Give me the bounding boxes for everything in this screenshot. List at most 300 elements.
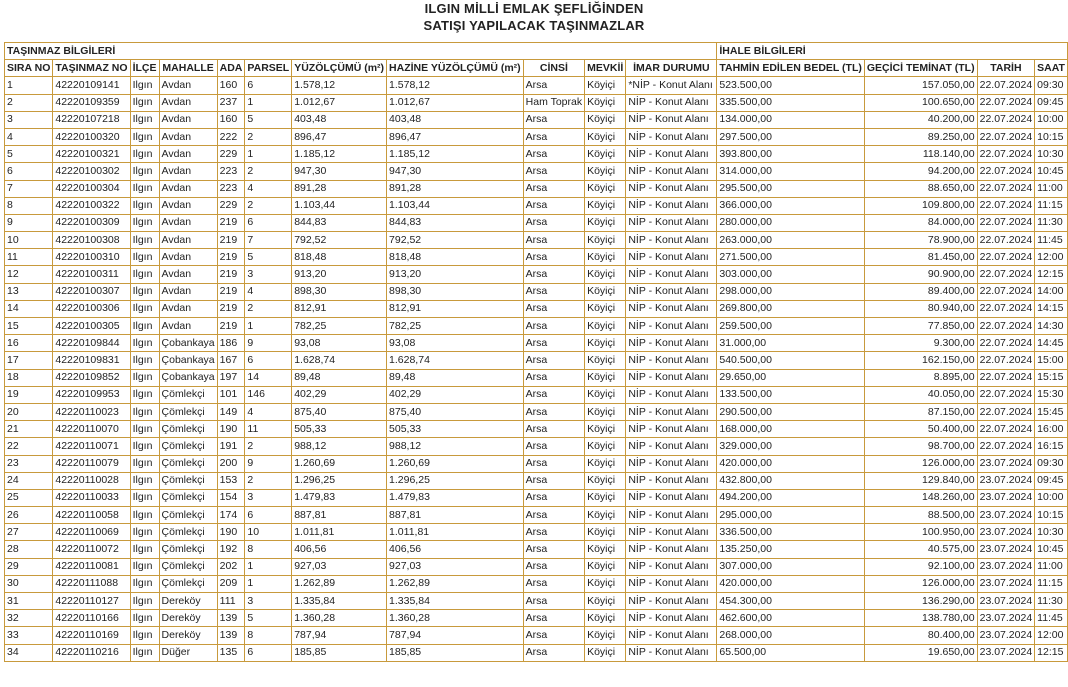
table-cell: 42220100308 [53, 232, 130, 249]
table-cell: 406,56 [292, 541, 387, 558]
column-header: TAHMİN EDİLEN BEDEL (TL) [717, 60, 865, 77]
table-cell: 89.400,00 [864, 283, 977, 300]
table-cell: 42220110028 [53, 472, 130, 489]
table-cell: 222 [217, 128, 245, 145]
table-row [5, 146, 1068, 163]
table-cell: Köyiçi [585, 421, 626, 438]
group-header-row [5, 43, 1068, 60]
table-cell: 11:45 [1035, 232, 1068, 249]
table-cell: 11:00 [1035, 558, 1068, 575]
table-cell: 22.07.2024 [977, 232, 1035, 249]
table-cell: 185,85 [387, 644, 524, 661]
table-cell: 192 [217, 541, 245, 558]
table-cell: 1.296,25 [292, 472, 387, 489]
table-cell: 295.500,00 [717, 180, 865, 197]
table-row [5, 524, 1068, 541]
table-cell: NİP - Konut Alanı [626, 472, 717, 489]
column-header: ADA [217, 60, 245, 77]
table-cell: 22.07.2024 [977, 146, 1035, 163]
table-cell: 269.800,00 [717, 300, 865, 317]
table-cell: 4 [5, 128, 53, 145]
table-cell: 23.07.2024 [977, 627, 1035, 644]
table-row [5, 300, 1068, 317]
table-cell: 30 [5, 575, 53, 592]
table-cell: Köyiçi [585, 524, 626, 541]
table-cell: 1.011,81 [387, 524, 524, 541]
table-cell: 11 [5, 249, 53, 266]
table-cell: 42220100321 [53, 146, 130, 163]
table-cell: 14:45 [1035, 335, 1068, 352]
table-cell: 219 [217, 266, 245, 283]
table-cell: 402,29 [387, 386, 524, 403]
table-cell: 403,48 [387, 111, 524, 128]
group-header-auction: İHALE BİLGİLERİ [717, 43, 1068, 60]
table-cell: Arsa [523, 610, 584, 627]
table-cell: 8 [5, 197, 53, 214]
table-cell: 927,03 [387, 558, 524, 575]
table-cell: 89,48 [387, 369, 524, 386]
table-cell: Arsa [523, 541, 584, 558]
table-cell: NİP - Konut Alanı [626, 489, 717, 506]
table-cell: 3 [5, 111, 53, 128]
table-cell: 8 [245, 627, 292, 644]
document-title [0, 0, 1068, 34]
table-cell: 129.840,00 [864, 472, 977, 489]
table-cell: 87.150,00 [864, 403, 977, 420]
table-cell: NİP - Konut Alanı [626, 249, 717, 266]
table-cell: 80.400,00 [864, 627, 977, 644]
table-row [5, 214, 1068, 231]
table-cell: 42220109141 [53, 77, 130, 94]
table-cell: NİP - Konut Alanı [626, 197, 717, 214]
column-header: TAŞINMAZ NO [53, 60, 130, 77]
table-cell: Köyiçi [585, 180, 626, 197]
table-cell: 891,28 [387, 180, 524, 197]
table-cell: Arsa [523, 232, 584, 249]
table-cell: 139 [217, 610, 245, 627]
table-cell: 237 [217, 94, 245, 111]
table-cell: Arsa [523, 524, 584, 541]
table-cell: Köyiçi [585, 472, 626, 489]
table-cell: 12:00 [1035, 249, 1068, 266]
table-cell: 80.940,00 [864, 300, 977, 317]
table-cell: 22.07.2024 [977, 386, 1035, 403]
table-cell: Çömlekçi [159, 524, 217, 541]
column-header: İLÇE [130, 60, 159, 77]
table-cell: 2 [245, 300, 292, 317]
table-cell: 1.012,67 [292, 94, 387, 111]
table-cell: Köyiçi [585, 352, 626, 369]
table-cell: Ilgın [130, 128, 159, 145]
table-cell: 898,30 [387, 283, 524, 300]
table-cell: 42220109359 [53, 94, 130, 111]
table-cell: 9.300,00 [864, 335, 977, 352]
table-cell: 16 [5, 335, 53, 352]
table-cell: 927,03 [292, 558, 387, 575]
table-cell: 42220110058 [53, 507, 130, 524]
table-cell: Dereköy [159, 627, 217, 644]
table-cell: Ilgın [130, 94, 159, 111]
table-cell: 792,52 [387, 232, 524, 249]
table-cell: 21 [5, 421, 53, 438]
table-cell: Ham Toprak [523, 94, 584, 111]
table-cell: 138.780,00 [864, 610, 977, 627]
table-cell: Çömlekçi [159, 386, 217, 403]
table-cell: 494.200,00 [717, 489, 865, 506]
table-cell: 14:15 [1035, 300, 1068, 317]
table-cell: NİP - Konut Alanı [626, 575, 717, 592]
table-cell: 42220100310 [53, 249, 130, 266]
table-row [5, 627, 1068, 644]
table-cell: 65.500,00 [717, 644, 865, 661]
table-cell: 15:15 [1035, 369, 1068, 386]
table-row [5, 163, 1068, 180]
table-cell: 167 [217, 352, 245, 369]
table-row [5, 593, 1068, 610]
table-cell: 818,48 [292, 249, 387, 266]
table-cell: 1 [245, 146, 292, 163]
table-cell: 29.650,00 [717, 369, 865, 386]
table-cell: 23.07.2024 [977, 507, 1035, 524]
table-cell: NİP - Konut Alanı [626, 507, 717, 524]
table-cell: Köyiçi [585, 163, 626, 180]
table-cell: 1 [245, 318, 292, 335]
table-cell: Köyiçi [585, 266, 626, 283]
table-cell: 268.000,00 [717, 627, 865, 644]
table-cell: 22.07.2024 [977, 163, 1035, 180]
table-cell: Köyiçi [585, 335, 626, 352]
column-header: PARSEL [245, 60, 292, 77]
table-row [5, 283, 1068, 300]
table-cell: 3 [245, 489, 292, 506]
table-cell: Köyiçi [585, 94, 626, 111]
table-cell: 1.260,69 [292, 455, 387, 472]
table-cell: Arsa [523, 335, 584, 352]
table-body [5, 77, 1068, 661]
table-cell: 42220110033 [53, 489, 130, 506]
table-cell: Arsa [523, 214, 584, 231]
table-cell: 136.290,00 [864, 593, 977, 610]
table-cell: Ilgın [130, 627, 159, 644]
table-cell: Köyiçi [585, 455, 626, 472]
table-cell: 42220100322 [53, 197, 130, 214]
table-row [5, 489, 1068, 506]
table-cell: Avdan [159, 163, 217, 180]
table-cell: 307.000,00 [717, 558, 865, 575]
table-cell: 12:15 [1035, 266, 1068, 283]
table-cell: 11:15 [1035, 575, 1068, 592]
table-cell: 947,30 [292, 163, 387, 180]
table-cell: NİP - Konut Alanı [626, 369, 717, 386]
table-cell: 22.07.2024 [977, 369, 1035, 386]
table-cell: NİP - Konut Alanı [626, 558, 717, 575]
table-row [5, 541, 1068, 558]
table-cell: 23.07.2024 [977, 541, 1035, 558]
table-cell: 1.335,84 [387, 593, 524, 610]
table-cell: 42220100307 [53, 283, 130, 300]
table-cell: Köyiçi [585, 283, 626, 300]
title-line-1: ILGIN MİLLİ EMLAK ŞEFLİĞİNDEN [424, 1, 644, 16]
table-cell: Ilgın [130, 455, 159, 472]
table-cell: Dereköy [159, 610, 217, 627]
table-cell: 844,83 [387, 214, 524, 231]
table-cell: Çobankaya [159, 352, 217, 369]
table-cell: 782,25 [292, 318, 387, 335]
table-cell: 297.500,00 [717, 128, 865, 145]
table-cell: Köyiçi [585, 403, 626, 420]
table-cell: 32 [5, 610, 53, 627]
column-header: TARİH [977, 60, 1035, 77]
table-cell: 11:15 [1035, 197, 1068, 214]
table-cell: Ilgın [130, 610, 159, 627]
table-cell: Arsa [523, 146, 584, 163]
table-cell: 209 [217, 575, 245, 592]
table-cell: 10:45 [1035, 163, 1068, 180]
table-cell: 366.000,00 [717, 197, 865, 214]
column-header: SIRA NO [5, 60, 53, 77]
table-cell: 11:00 [1035, 180, 1068, 197]
table-cell: 1.185,12 [387, 146, 524, 163]
table-cell: Ilgın [130, 644, 159, 661]
column-header: GEÇİCİ TEMİNAT (TL) [864, 60, 977, 77]
table-cell: NİP - Konut Alanı [626, 266, 717, 283]
table-cell: 160 [217, 111, 245, 128]
table-cell: 31 [5, 593, 53, 610]
table-cell: 42220109852 [53, 369, 130, 386]
table-cell: 402,29 [292, 386, 387, 403]
table-cell: Arsa [523, 507, 584, 524]
table-cell: 126.000,00 [864, 455, 977, 472]
table-row [5, 438, 1068, 455]
table-cell: Ilgın [130, 146, 159, 163]
table-cell: NİP - Konut Alanı [626, 352, 717, 369]
table-cell: Çömlekçi [159, 403, 217, 420]
table-cell: Arsa [523, 593, 584, 610]
table-cell: 15:45 [1035, 403, 1068, 420]
table-cell: 219 [217, 318, 245, 335]
table-cell: 1.262,89 [387, 575, 524, 592]
table-cell: 185,85 [292, 644, 387, 661]
table-row [5, 575, 1068, 592]
table-cell: NİP - Konut Alanı [626, 644, 717, 661]
table-row [5, 352, 1068, 369]
table-cell: 1 [245, 575, 292, 592]
table-cell: Köyiçi [585, 369, 626, 386]
table-cell: Köyiçi [585, 489, 626, 506]
table-cell: 5 [245, 111, 292, 128]
table-cell: 1.578,12 [387, 77, 524, 94]
table-cell: 13 [5, 283, 53, 300]
table-cell: Köyiçi [585, 128, 626, 145]
table-cell: Köyiçi [585, 214, 626, 231]
table-cell: 42220110072 [53, 541, 130, 558]
table-cell: 219 [217, 214, 245, 231]
table-cell: Ilgın [130, 386, 159, 403]
table-cell: 12:00 [1035, 627, 1068, 644]
table-cell: NİP - Konut Alanı [626, 627, 717, 644]
table-cell: 22.07.2024 [977, 421, 1035, 438]
table-cell: 23.07.2024 [977, 558, 1035, 575]
table-cell: 23.07.2024 [977, 593, 1035, 610]
table-cell: Arsa [523, 455, 584, 472]
table-cell: 22.07.2024 [977, 197, 1035, 214]
table-cell: 7 [5, 180, 53, 197]
table-cell: 17 [5, 352, 53, 369]
table-cell: Çobankaya [159, 369, 217, 386]
table-cell: 94.200,00 [864, 163, 977, 180]
table-cell: Ilgın [130, 300, 159, 317]
column-header: İMAR DURUMU [626, 60, 717, 77]
table-cell: Ilgın [130, 335, 159, 352]
table-cell: 11:30 [1035, 593, 1068, 610]
table-cell: 219 [217, 249, 245, 266]
table-cell: NİP - Konut Alanı [626, 455, 717, 472]
table-cell: Ilgın [130, 352, 159, 369]
table-cell: 290.500,00 [717, 403, 865, 420]
table-cell: 89,48 [292, 369, 387, 386]
table-cell: 787,94 [292, 627, 387, 644]
table-row [5, 266, 1068, 283]
table-cell: 10:00 [1035, 111, 1068, 128]
table-cell: 42220100305 [53, 318, 130, 335]
table-cell: Çömlekçi [159, 489, 217, 506]
table-cell: 1.479,83 [387, 489, 524, 506]
table-cell: 133.500,00 [717, 386, 865, 403]
table-cell: 42220110069 [53, 524, 130, 541]
table-cell: Köyiçi [585, 438, 626, 455]
table-cell: Köyiçi [585, 541, 626, 558]
table-cell: 10:30 [1035, 524, 1068, 541]
table-cell: 89.250,00 [864, 128, 977, 145]
table-cell: Köyiçi [585, 111, 626, 128]
table-cell: 18 [5, 369, 53, 386]
table-cell: 15:30 [1035, 386, 1068, 403]
table-cell: 22.07.2024 [977, 94, 1035, 111]
table-cell: Avdan [159, 146, 217, 163]
table-cell: 223 [217, 163, 245, 180]
table-cell: 263.000,00 [717, 232, 865, 249]
table-cell: 1.011,81 [292, 524, 387, 541]
table-cell: 50.400,00 [864, 421, 977, 438]
table-cell: 90.900,00 [864, 266, 977, 283]
table-cell: Çömlekçi [159, 507, 217, 524]
table-cell: 100.650,00 [864, 94, 977, 111]
table-cell: 1.012,67 [387, 94, 524, 111]
table-row [5, 421, 1068, 438]
table-cell: 15:00 [1035, 352, 1068, 369]
table-cell: Ilgın [130, 593, 159, 610]
table-cell: 29 [5, 558, 53, 575]
table-cell: 149 [217, 403, 245, 420]
table-cell: NİP - Konut Alanı [626, 111, 717, 128]
table-row [5, 558, 1068, 575]
table-cell: 84.000,00 [864, 214, 977, 231]
table-cell: 174 [217, 507, 245, 524]
table-cell: Avdan [159, 232, 217, 249]
table-cell: 1.479,83 [292, 489, 387, 506]
table-cell: 280.000,00 [717, 214, 865, 231]
table-cell: Köyiçi [585, 249, 626, 266]
table-cell: Ilgın [130, 163, 159, 180]
table-cell: 200 [217, 455, 245, 472]
table-cell: 1.103,44 [387, 197, 524, 214]
table-cell: 540.500,00 [717, 352, 865, 369]
table-cell: 6 [245, 77, 292, 94]
table-cell: Arsa [523, 472, 584, 489]
table-cell: 875,40 [387, 403, 524, 420]
table-cell: Avdan [159, 249, 217, 266]
table-cell: 168.000,00 [717, 421, 865, 438]
table-cell: Çömlekçi [159, 558, 217, 575]
table-cell: NİP - Konut Alanı [626, 610, 717, 627]
table-cell: Çömlekçi [159, 472, 217, 489]
table-cell: 146 [245, 386, 292, 403]
table-cell: Köyiçi [585, 558, 626, 575]
table-cell: Arsa [523, 249, 584, 266]
table-cell: 6 [245, 214, 292, 231]
table-cell: 42220100320 [53, 128, 130, 145]
column-header: MAHALLE [159, 60, 217, 77]
table-cell: 875,40 [292, 403, 387, 420]
table-cell: Ilgın [130, 472, 159, 489]
table-cell: Arsa [523, 128, 584, 145]
table-cell: 42220100309 [53, 214, 130, 231]
table-cell: 42220100302 [53, 163, 130, 180]
table-cell: 988,12 [387, 438, 524, 455]
column-header: MEVKİİ [585, 60, 626, 77]
column-header-row [5, 60, 1068, 77]
table-cell: 420.000,00 [717, 575, 865, 592]
table-cell: 9 [5, 214, 53, 231]
table-cell: Köyiçi [585, 627, 626, 644]
table-cell: Ilgın [130, 249, 159, 266]
table-cell: 160 [217, 77, 245, 94]
table-row [5, 77, 1068, 94]
table-cell: Çömlekçi [159, 438, 217, 455]
table-cell: 523.500,00 [717, 77, 865, 94]
table-cell: Avdan [159, 318, 217, 335]
table-row [5, 386, 1068, 403]
table-cell: 887,81 [387, 507, 524, 524]
table-cell: Arsa [523, 283, 584, 300]
table-cell: Arsa [523, 489, 584, 506]
table-cell: 4 [245, 403, 292, 420]
table-cell: Ilgın [130, 266, 159, 283]
table-cell: 229 [217, 197, 245, 214]
table-cell: Ilgın [130, 111, 159, 128]
table-cell: 3 [245, 593, 292, 610]
table-cell: NİP - Konut Alanı [626, 403, 717, 420]
table-cell: Köyiçi [585, 610, 626, 627]
table-cell: 22.07.2024 [977, 111, 1035, 128]
property-table [4, 42, 1068, 662]
table-row [5, 610, 1068, 627]
table-cell: 6 [245, 507, 292, 524]
table-cell: 5 [245, 249, 292, 266]
table-cell: 135.250,00 [717, 541, 865, 558]
table-cell: 298.000,00 [717, 283, 865, 300]
table-cell: 33 [5, 627, 53, 644]
table-cell: 42220109953 [53, 386, 130, 403]
table-cell: 135 [217, 644, 245, 661]
table-cell: 77.850,00 [864, 318, 977, 335]
table-cell: 2 [245, 197, 292, 214]
table-cell: 09:45 [1035, 472, 1068, 489]
table-cell: NİP - Konut Alanı [626, 214, 717, 231]
table-cell: 42220110169 [53, 627, 130, 644]
table-cell: 22.07.2024 [977, 128, 1035, 145]
table-cell: 93,08 [387, 335, 524, 352]
